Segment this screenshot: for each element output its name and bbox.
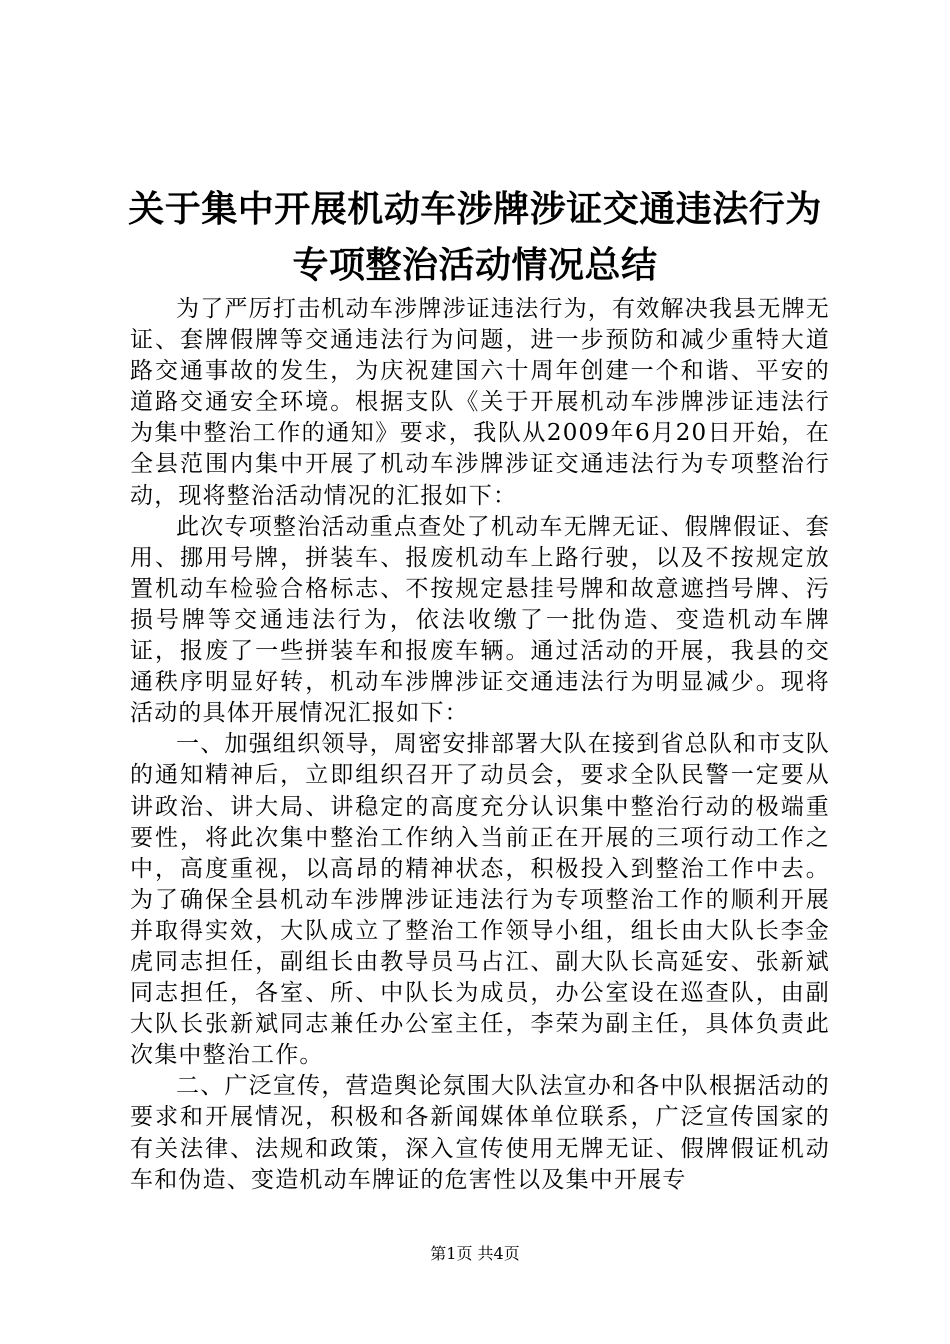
paragraph-section-2: 二、广泛宣传，营造舆论氛围大队法宣办和各中队根据活动的要求和开展情况，积极和各新闻媒体单位联系，广泛宣传国家的有关法律、法规和政策，深入宣传使用无牌无证、假牌假证机动车和伪造、变造机动车牌证的危害性以及集中开展专 bbox=[130, 1073, 830, 1193]
paragraph-section-1: 一、加强组织领导，周密安排部署大队在接到省总队和市支队的通知精神后，立即组织召开了动员会，要求全队民警一定要从讲政治、讲大局、讲稳定的高度充分认识集中整治行动的极端重要性，将此次集中整治工作纳入当前正在开展的三项行动工作之中，高度重视，以高昂的精神状态，积极投入到整治工作中去。为了确保全县机动车涉牌涉证违法行为专项整治工作的顺利开展并取得实效，大队成立了整治工作领导小组，组长由大队长李金虎同志担任，副组长由教导员马占江、副大队长高延安、张新斌同志担任，各室、所、中队长为成员，办公室设在巡查队，由副大队长张新斌同志兼任办公室主任，李荣为副主任，具体负责此次集中整治工作。 bbox=[130, 731, 830, 1069]
paragraph-overview: 此次专项整治活动重点查处了机动车无牌无证、假牌假证、套用、挪用号牌，拼装车、报废机动车上路行驶，以及不按规定放置机动车检验合格标志、不按规定悬挂号牌和故意遮挡号牌、污损号牌等交通违法行为，依法收缴了一批伪造、变造机动车牌证，报废了一些拼装车和报废车辆。通过活动的开展，我县的交通秩序明显好转，机动车涉牌涉证交通违法行为明显减少。现将活动的具体开展情况汇报如下： bbox=[130, 513, 830, 727]
page-number-footer: 第1页 共4页 bbox=[430, 1244, 520, 1263]
document-body bbox=[130, 294, 830, 1196]
paragraph-intro: 为了严厉打击机动车涉牌涉证违法行为，有效解决我县无牌无证、套牌假牌等交通违法行为问题，进一步预防和减少重特大道路交通事故的发生，为庆祝建国六十周年创建一个和谐、平安的道路交通安全环境。根据支队《关于开展机动车涉牌涉证违法行为集中整治工作的通知》要求，我队从2009年6月20日开始，在全县范围内集中开展了机动车涉牌涉证交通违法行为专项整治行动，现将整治活动情况的汇报如下： bbox=[130, 296, 830, 509]
document-title: 关于集中开展机动车涉牌涉证交通违法行为专项整治活动情况总结 bbox=[128, 189, 822, 286]
